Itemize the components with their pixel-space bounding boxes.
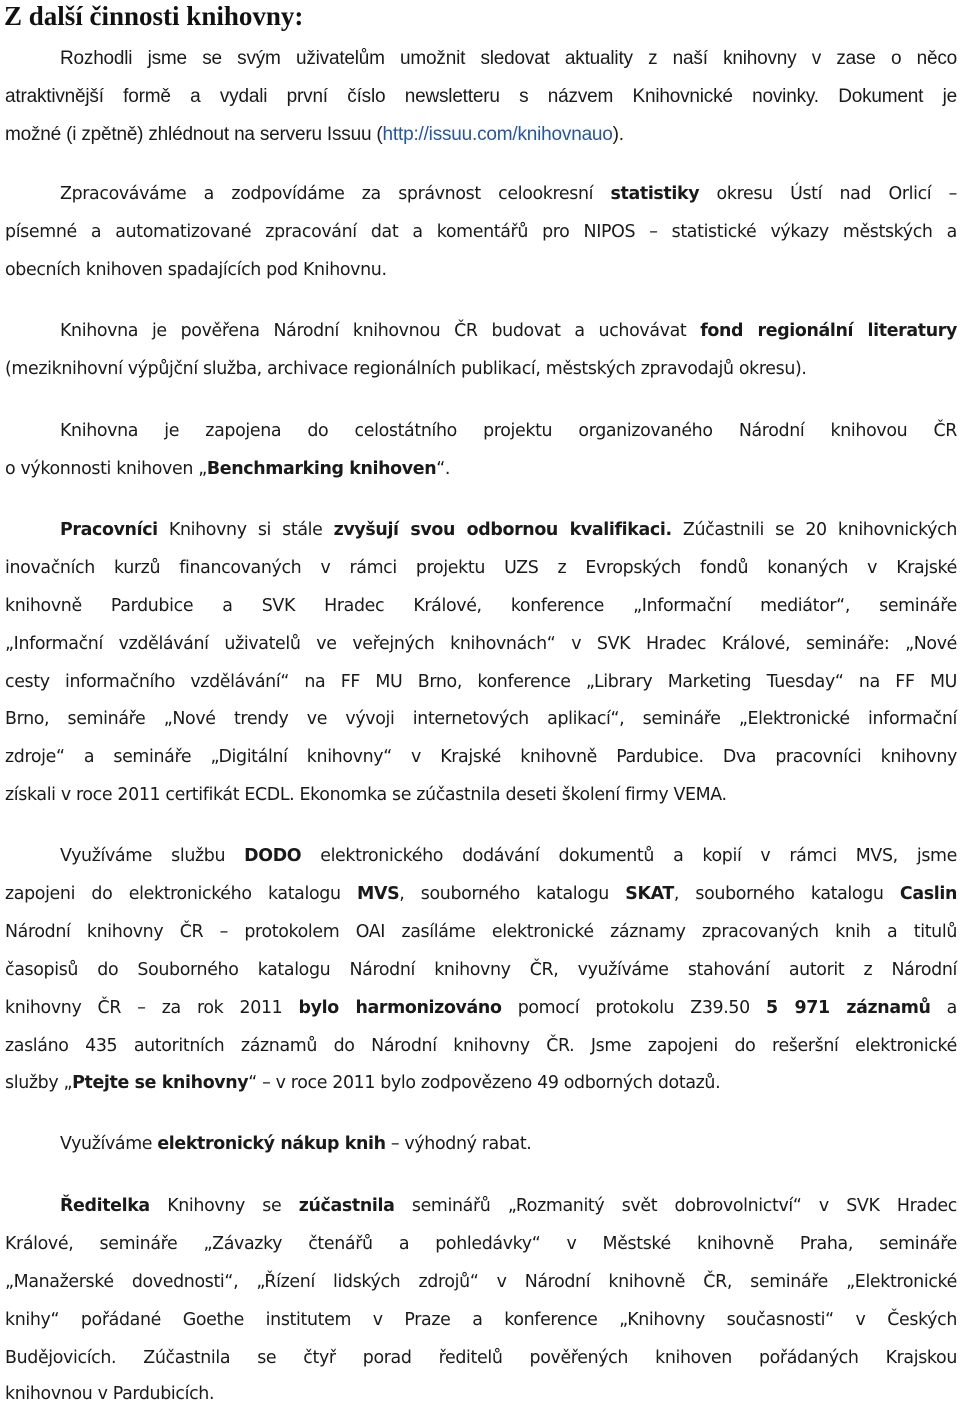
staff-paragraph-line-1 — [60, 517, 957, 543]
services-paragraph-line-1 — [60, 843, 957, 869]
text: cesty informačního vzdělávání“ na FF MU Brno, konference „Library Marketing Tuesday“ na FF MU — [5, 672, 957, 692]
bold-text: zvyšují svou odbornou kvalifikaci. — [333, 520, 672, 540]
text: zapojeni do elektronického katalogu — [5, 884, 357, 904]
text: Brno, semináře „Nové trendy ve vývoji internetových aplikací“, semináře „Elektronické informační — [5, 709, 957, 729]
statistics-paragraph-line-1 — [60, 181, 957, 207]
benchmarking-paragraph-line-1 — [60, 418, 957, 444]
services-paragraph-line-7 — [5, 1070, 957, 1096]
text: Budějovicích. Zúčastnila se čtyř porad ředitelů pověřených knihoven pořádaných Krajskou — [5, 1348, 957, 1368]
statistics-paragraph-line-3 — [5, 257, 957, 283]
director-paragraph-line-5 — [5, 1345, 957, 1371]
text: „Manažerské dovednosti“, „Řízení lidských zdrojů“ v Národní knihovně ČR, semináře „Elektronické — [5, 1272, 957, 1292]
issuu-link[interactable]: http://issuu.com/knihovnauo — [382, 124, 613, 145]
text: Knihovna je zapojena do celostátního projektu organizovaného Národní knihovou ČR — [60, 421, 957, 441]
text: obecních knihoven spadajících pod Knihovnu. — [5, 260, 387, 280]
bold-text: Ředitelka — [60, 1196, 150, 1216]
bold-text: bylo harmonizováno — [298, 998, 502, 1018]
staff-paragraph-line-8 — [5, 782, 957, 808]
director-paragraph-line-2 — [5, 1231, 957, 1257]
text: Rozhodli jsme se svým uživatelům umožnit sledovat aktuality z naší knihovny v zase o něco — [60, 48, 957, 69]
text: , souborného katalogu — [399, 884, 626, 904]
text: zdroje“ a semináře „Digitální knihovny“ v Krajské knihovně Pardubice. Dva pracovníci knihovny — [5, 747, 957, 767]
text: Zúčastnili se 20 knihovnických — [671, 520, 957, 540]
newsletter-paragraph-line-3 — [5, 122, 957, 148]
text: “ – v roce 2011 bylo zodpovězeno 49 odborných dotazů. — [248, 1073, 721, 1093]
director-paragraph-line-3 — [5, 1269, 957, 1295]
bold-text: statistiky — [610, 184, 700, 204]
text: Národní knihovny ČR – protokolem OAI zasíláme elektronické záznamy zpracovaných knih a titulů — [5, 922, 957, 942]
text: (meziknihovní výpůjční služba, archivace regionálních publikací, městských zpravodajů okresu). — [5, 359, 807, 379]
newsletter-paragraph-line-2 — [5, 84, 957, 110]
staff-paragraph-line-3 — [5, 593, 957, 619]
text: písemné a automatizované zpracování dat a komentářů pro NIPOS – statistické výkazy městských a — [5, 222, 957, 242]
bold-text: MVS — [357, 884, 400, 904]
director-paragraph-line-6 — [5, 1381, 957, 1407]
text: Využíváme službu — [60, 846, 245, 866]
staff-paragraph-line-5 — [5, 669, 957, 695]
text: atraktivnější formě a vydali první číslo newsletteru s názvem Knihovnické novinky. Dokument je — [5, 86, 957, 107]
staff-paragraph-line-4 — [5, 631, 957, 657]
bold-text: 5 971 záznamů — [766, 998, 931, 1018]
bold-text: Pracovníci — [60, 520, 158, 540]
benchmarking-paragraph-line-2 — [5, 456, 957, 482]
text: Využíváme — [60, 1134, 158, 1154]
text: knihovny ČR – za rok 2011 — [5, 998, 299, 1018]
bold-text: fond regionální literatury — [700, 321, 957, 341]
text: knihovnou v Pardubicích. — [5, 1384, 215, 1404]
bold-text: zúčastnila — [298, 1196, 395, 1216]
text: okresu Ústí nad Orlicí – — [699, 184, 957, 204]
staff-paragraph-line-6 — [5, 706, 957, 732]
text: Zpracováváme a zodpovídáme za správnost celookresní — [60, 184, 611, 204]
text: Knihovny si stále — [157, 520, 334, 540]
bold-text: elektronický nákup knih — [157, 1134, 386, 1154]
text: elektronického dodávání dokumentů a kopií v rámci MVS, jsme — [301, 846, 957, 866]
text: časopisů do Souborného katalogu Národní knihovny ČR, využíváme stahování autorit z Národní — [5, 960, 957, 980]
regional-fund-paragraph-line-1 — [60, 318, 957, 344]
director-paragraph-line-4 — [5, 1307, 957, 1333]
bold-text: SKAT — [625, 884, 674, 904]
text: , souborného katalogu — [673, 884, 900, 904]
purchase-paragraph-line-1 — [60, 1131, 957, 1157]
text: – výhodný rabat. — [385, 1134, 532, 1154]
staff-paragraph-line-7 — [5, 744, 957, 770]
bold-text: Ptejte se knihovny — [72, 1073, 249, 1093]
text: “. — [436, 459, 451, 479]
text: inovačních kurzů financovaných v rámci projektu UZS z Evropských fondů konaných v Krajské — [5, 558, 957, 578]
text: pomocí protokolu Z39.50 — [501, 998, 767, 1018]
text: ). — [612, 124, 624, 145]
services-paragraph-line-5 — [5, 995, 957, 1021]
bold-text: Caslin — [899, 884, 957, 904]
staff-paragraph-line-2 — [5, 555, 957, 581]
bold-text: DODO — [244, 846, 302, 866]
text: „Informační vzdělávání uživatelů ve veřejných knihovnách“ v SVK Hradec Králové, semináře: „Nové — [5, 634, 957, 654]
services-paragraph-line-4 — [5, 957, 957, 983]
text: seminářů „Rozmanitý svět dobrovolnictví“ v SVK Hradec — [394, 1196, 957, 1216]
statistics-paragraph-line-2 — [5, 219, 957, 245]
text: možné (i zpětně) zhlédnout na serveru Issuu ( — [5, 124, 383, 145]
regional-fund-paragraph-line-2 — [5, 356, 957, 382]
newsletter-paragraph-line-1 — [60, 46, 957, 72]
text: Knihovna je pověřena Národní knihovnou ČR budovat a uchovávat — [60, 321, 701, 341]
services-paragraph-line-2 — [5, 881, 957, 907]
text: knihovně Pardubice a SVK Hradec Králové, konference „Informační mediátor“, semináře — [5, 596, 957, 616]
text: Knihovny se — [149, 1196, 299, 1216]
text: služby „ — [5, 1073, 73, 1093]
text: o výkonnosti knihoven „ — [5, 459, 207, 479]
bold-text: Benchmarking knihoven — [206, 459, 437, 479]
director-paragraph-line-1 — [60, 1193, 957, 1219]
text: získali v roce 2011 certifikát ECDL. Ekonomka se zúčastnila deseti školení firmy VEMA. — [5, 785, 727, 805]
text: zasláno 435 autoritních záznamů do Národní knihovny ČR. Jsme zapojeni do rešeršní elektronické — [5, 1036, 957, 1056]
text: Králové, semináře „Závazky čtenářů a pohledávky“ v Městské knihovně Praha, semináře — [5, 1234, 957, 1254]
services-paragraph-line-6 — [5, 1033, 957, 1059]
services-paragraph-line-3 — [5, 919, 957, 945]
text: knihy“ pořádané Goethe institutem v Praze a konference „Knihovny současnosti“ v Českých — [5, 1310, 957, 1330]
section-heading: Z další činnosti knihovny: — [4, 1, 304, 31]
text: a — [930, 998, 957, 1018]
